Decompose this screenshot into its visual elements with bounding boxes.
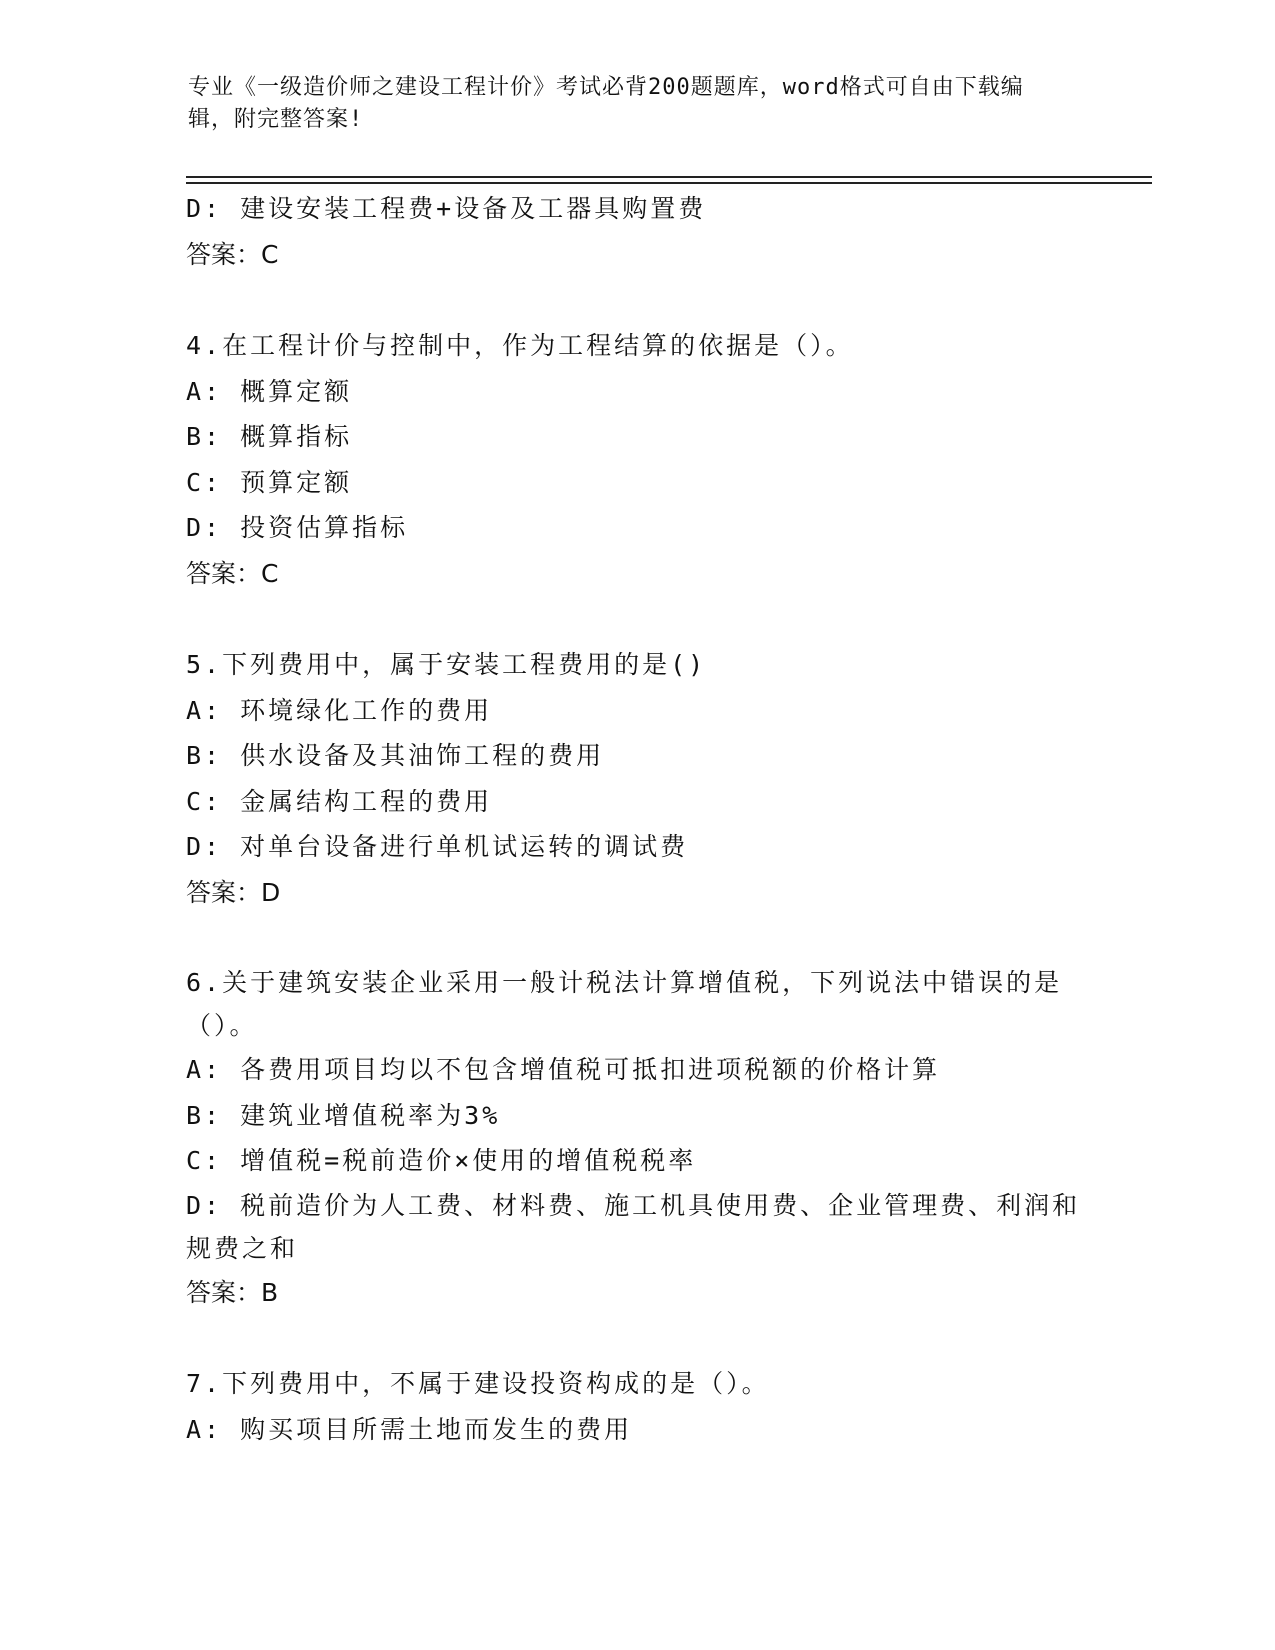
q4-option-d: D: 投资估算指标 — [186, 513, 409, 542]
q6-option-b: B: 建筑业增值税率为3% — [186, 1100, 501, 1130]
spacer — [186, 915, 1086, 961]
q6-option-d: D: 税前造价为人工费、材料费、施工机具使用费、企业管理费、利润和规费之和 — [186, 1190, 1081, 1263]
header-rule-bottom — [186, 182, 1152, 184]
q6-stem: 6.关于建筑安装企业采用一般计税法计算增值税，下列说法中错误的是（）。 — [186, 968, 1063, 1040]
q6-option-c: C: 增值税=税前造价×使用的增值税税率 — [186, 1146, 697, 1175]
prev-option-d: D: 建设安装工程费+设备及工器具购置费 — [186, 194, 707, 223]
q6-option-a: A: 各费用项目均以不包含增值税可抵扣进项税额的价格计算 — [186, 1055, 941, 1084]
q4-option-a: A: 概算定额 — [186, 376, 353, 406]
q5-option-a: A: 环境绿化工作的费用 — [186, 695, 493, 725]
q5-option-c: C: 金属结构工程的费用 — [186, 786, 493, 816]
q6-answer: 答案：B — [186, 1277, 279, 1307]
prev-answer: 答案：C — [186, 239, 279, 269]
spacer — [186, 1315, 1086, 1361]
q5-option-b: B: 供水设备及其油饰工程的费用 — [186, 741, 605, 770]
header-rule-top — [186, 176, 1152, 178]
q7-option-a: A: 购买项目所需土地而发生的费用 — [186, 1414, 633, 1444]
question-list — [186, 186, 1086, 1452]
q5-option-d: D: 对单台设备进行单机试运转的调试费 — [186, 832, 689, 861]
q5-answer: 答案：D — [186, 877, 281, 907]
q4-option-b: B: 概算指标 — [186, 422, 353, 451]
q4-stem: 4.在工程计价与控制中，作为工程结算的依据是（）。 — [186, 331, 854, 360]
page-header: 专业《一级造价师之建设工程计价》考试必背200题题库，word格式可自由下载编辑，附完整答案! — [188, 75, 1024, 132]
q4-answer: 答案：C — [186, 558, 279, 588]
spacer — [186, 277, 1086, 323]
q7-stem: 7.下列费用中，不属于建设投资构成的是（）。 — [186, 1369, 770, 1398]
q4-option-c: C: 预算定额 — [186, 467, 353, 497]
spacer — [186, 596, 1086, 642]
q5-stem: 5.下列费用中，属于安装工程费用的是() — [186, 650, 707, 679]
